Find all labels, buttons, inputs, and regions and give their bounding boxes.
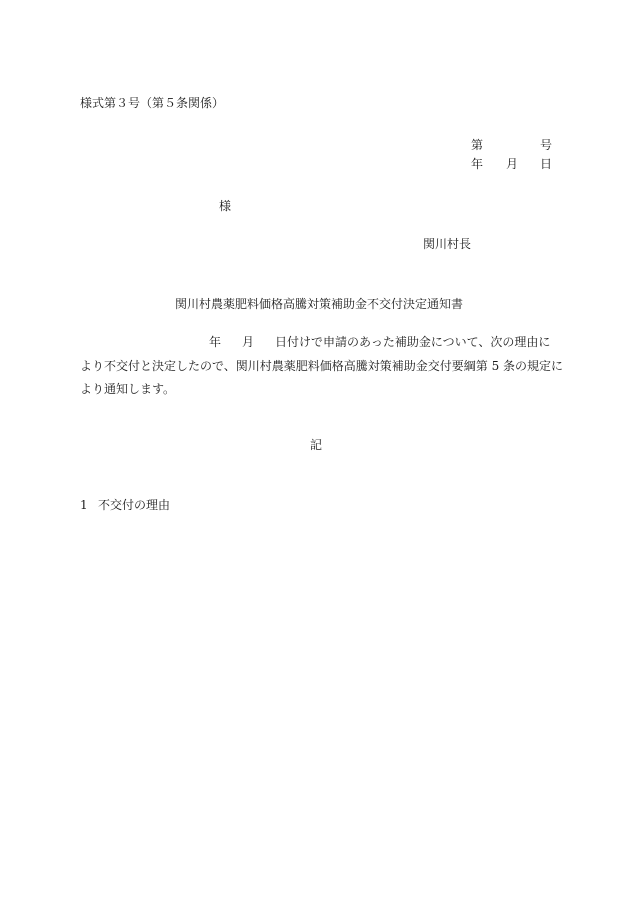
ki-heading: 記: [310, 438, 323, 452]
date-month-label: 月: [506, 157, 519, 171]
section-1-label: 不交付の理由: [98, 498, 171, 512]
date-year-label: 年: [471, 157, 484, 171]
body-line-1-text: 日付けで申請のあった補助金について、次の理由に: [275, 335, 551, 349]
body-line-2: より不交付と決定したので、関川村農薬肥料価格高騰対策補助金交付要綱第 5 条の規定に: [80, 359, 564, 373]
body-line-3: より通知します。: [80, 382, 176, 396]
date-day-label: 日: [540, 157, 553, 171]
body-line-1: [209, 336, 550, 348]
section-1-heading: [80, 499, 170, 511]
document-number-label: 第: [471, 138, 484, 152]
form-number: 様式第３号（第５条関係）: [80, 96, 225, 110]
section-1-number: 1: [80, 498, 88, 512]
addressee-honorific: 様: [219, 199, 232, 213]
document-title: 関川村農薬肥料価格高騰対策補助金不交付決定通知書: [175, 297, 464, 311]
sender: 関川村長: [423, 237, 472, 251]
document-number-suffix: 号: [540, 138, 553, 152]
body-month: 月: [242, 335, 255, 349]
body-year: 年: [209, 335, 222, 349]
